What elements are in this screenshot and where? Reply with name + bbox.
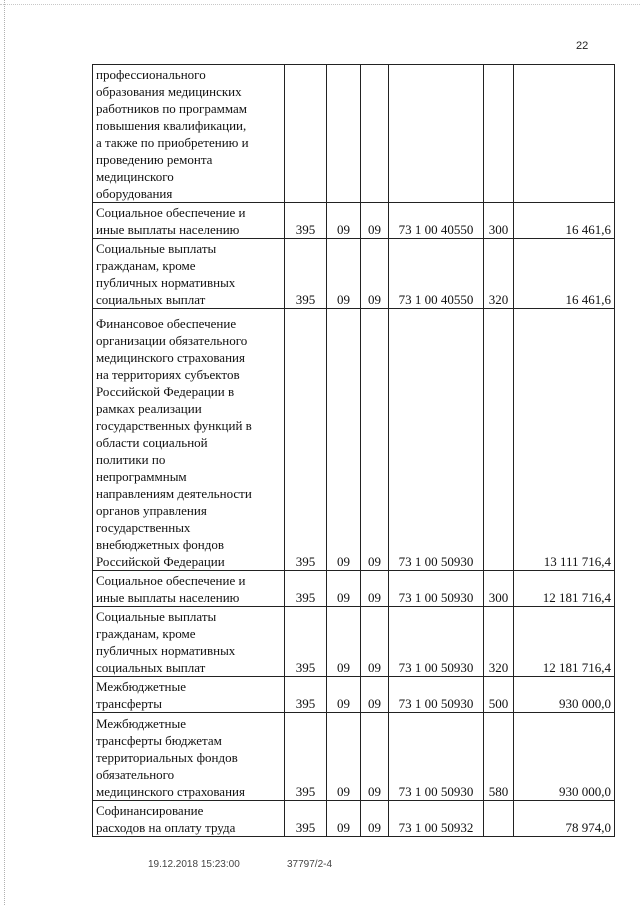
row-section: 09 [327, 309, 361, 571]
table-row [93, 713, 615, 801]
row-amount: 13 111 716,4 [514, 309, 615, 571]
row-name: Межбюджетные трансферты бюджетам территориальных фондов обязательного медицинского страхования [93, 713, 285, 801]
row-name: Социальные выплаты гражданам, кроме публичных нормативных социальных выплат [93, 239, 285, 309]
table-row [93, 65, 615, 203]
row-expense-type: 300 [484, 203, 514, 239]
row-subsection: 09 [361, 713, 389, 801]
row-amount: 930 000,0 [514, 713, 615, 801]
row-subsection: 09 [361, 571, 389, 607]
row-target-article: 73 1 00 50930 [389, 309, 484, 571]
scan-edge-top [0, 4, 640, 5]
table-row [93, 239, 615, 309]
row-target-article [389, 65, 484, 203]
row-expense-type [484, 309, 514, 571]
row-section: 09 [327, 677, 361, 713]
row-expense-type: 580 [484, 713, 514, 801]
row-name: Социальные выплаты гражданам, кроме публичных нормативных социальных выплат [93, 607, 285, 677]
row-expense-type [484, 801, 514, 837]
row-admin-code: 395 [285, 203, 327, 239]
row-target-article: 73 1 00 50930 [389, 571, 484, 607]
page-number: 22 [576, 40, 589, 52]
row-name: Софинансирование расходов на оплату труда [93, 801, 285, 837]
row-target-article: 73 1 00 50930 [389, 713, 484, 801]
row-name: Социальное обеспечение и иные выплаты населению [93, 203, 285, 239]
row-section: 09 [327, 801, 361, 837]
row-subsection: 09 [361, 677, 389, 713]
table-row [93, 309, 615, 571]
table-row [93, 677, 615, 713]
budget-table [92, 64, 615, 837]
row-expense-type: 320 [484, 607, 514, 677]
row-subsection [361, 65, 389, 203]
row-subsection: 09 [361, 801, 389, 837]
row-subsection: 09 [361, 309, 389, 571]
row-section: 09 [327, 713, 361, 801]
row-section: 09 [327, 239, 361, 309]
table-row [93, 571, 615, 607]
row-admin-code: 395 [285, 309, 327, 571]
row-section: 09 [327, 571, 361, 607]
table-row [93, 801, 615, 837]
row-target-article: 73 1 00 50930 [389, 677, 484, 713]
table-row [93, 203, 615, 239]
row-amount: 12 181 716,4 [514, 607, 615, 677]
row-section: 09 [327, 203, 361, 239]
row-target-article: 73 1 00 40550 [389, 239, 484, 309]
table-row [93, 607, 615, 677]
row-expense-type: 320 [484, 239, 514, 309]
row-admin-code: 395 [285, 571, 327, 607]
row-name: Межбюджетные трансферты [93, 677, 285, 713]
row-target-article: 73 1 00 50932 [389, 801, 484, 837]
row-target-article: 73 1 00 40550 [389, 203, 484, 239]
row-target-article: 73 1 00 50930 [389, 607, 484, 677]
row-amount [514, 65, 615, 203]
row-name: Финансовое обеспечение организации обязательного медицинского страхования на территориях субъектов Российской Федерации в рамках реализации государственных функций в области социальной политики по непрограммным направлениям деятельности органов управления государственных внебюджетных фондов Российской Федерации [93, 309, 285, 571]
row-admin-code: 395 [285, 713, 327, 801]
footer-datetime: 19.12.2018 15:23:00 [148, 859, 240, 870]
row-subsection: 09 [361, 607, 389, 677]
row-section: 09 [327, 607, 361, 677]
row-amount: 16 461,6 [514, 203, 615, 239]
row-amount: 12 181 716,4 [514, 571, 615, 607]
row-subsection: 09 [361, 203, 389, 239]
row-admin-code: 395 [285, 239, 327, 309]
row-expense-type [484, 65, 514, 203]
row-amount: 16 461,6 [514, 239, 615, 309]
row-expense-type: 500 [484, 677, 514, 713]
row-subsection: 09 [361, 239, 389, 309]
row-admin-code [285, 65, 327, 203]
row-name: профессионального образования медицинских работников по программам повышения квалификации, а также по приобретению и проведению ремонта медицинского оборудования [93, 65, 285, 203]
row-admin-code: 395 [285, 677, 327, 713]
row-amount: 930 000,0 [514, 677, 615, 713]
footer-document-number: 37797/2-4 [287, 859, 333, 870]
row-name: Социальное обеспечение и иные выплаты населению [93, 571, 285, 607]
row-expense-type: 300 [484, 571, 514, 607]
row-section [327, 65, 361, 203]
scan-edge-left [4, 0, 5, 905]
row-amount: 78 974,0 [514, 801, 615, 837]
row-admin-code: 395 [285, 801, 327, 837]
row-admin-code: 395 [285, 607, 327, 677]
